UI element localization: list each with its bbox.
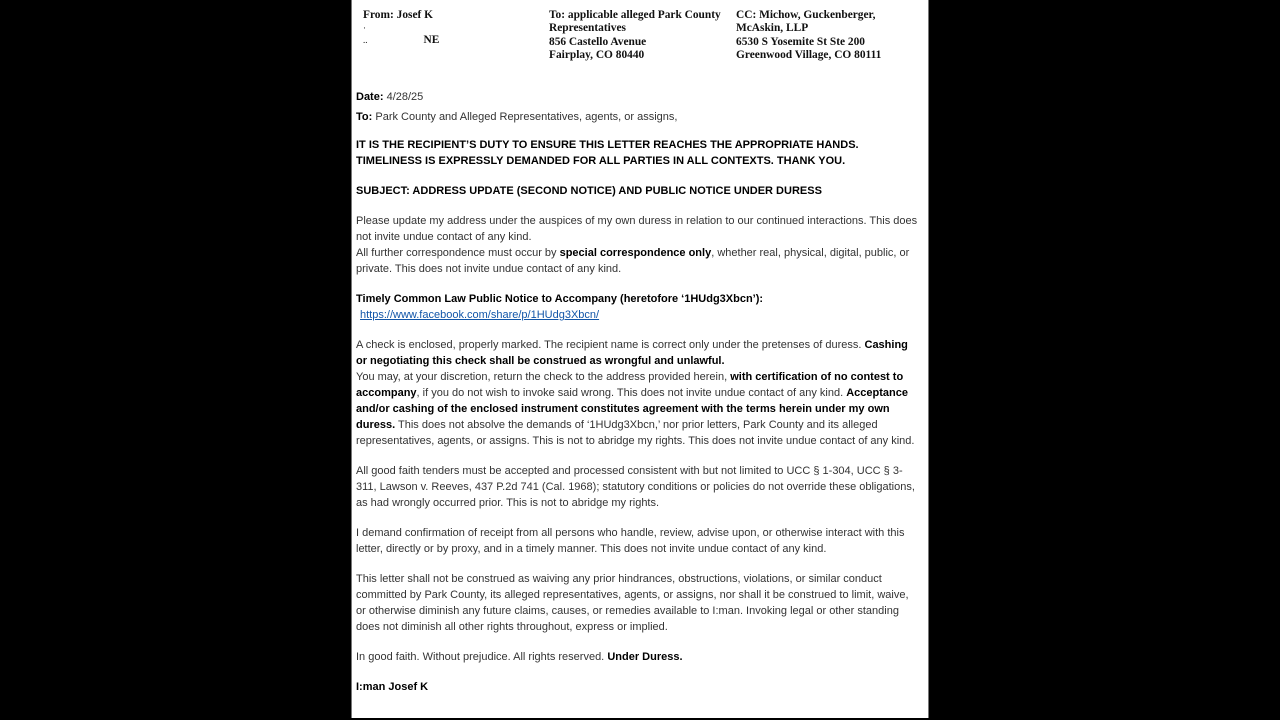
from-block <box>363 9 439 46</box>
closing-a: In good faith. Without prejudice. All rights reserved. <box>356 651 608 663</box>
from-line: From: Josef K <box>363 9 434 21</box>
p1-line2b: special correspondence only <box>559 247 712 259</box>
p3-a: A check is enclosed, properly marked. The recipient name is correct only under the pretenses of duress. <box>356 339 865 351</box>
subject-line: SUBJECT: ADDRESS UPDATE (SECOND NOTICE) AND PUBLIC NOTICE UNDER DURESS <box>356 185 822 197</box>
cc-line-4: Greenwood Village, CO 80111 <box>736 49 882 62</box>
paragraph-confirmation: I demand confirmation of receipt from all persons who handle, review, advise upon, or otherwise interact with this letter, directly or by proxy, and in a timely manner. This does not invite undue contact of any kind. <box>356 527 905 555</box>
notice-link[interactable]: https://www.facebook.com/share/p/1HUdg3Xbcn/ <box>360 309 600 321</box>
public-notice <box>356 291 918 323</box>
paragraph-address-update <box>356 213 918 277</box>
p3-c: You may, at your discretion, return the check to the address provided herein, <box>356 371 731 383</box>
notice-heading: Timely Common Law Public Notice to Accompany (heretofore ‘1HUdg3Xbcn’): <box>356 293 764 305</box>
to-line-1: To: applicable alleged Park County <box>549 9 721 21</box>
to-line-2: Representatives <box>549 22 626 35</box>
cc-line-1: CC: Michow, Guckenberger, <box>736 9 876 21</box>
p1-line1: Please update my address under the auspices of my own duress in relation to our continued interactions. This does not invite undue contact of any kind. <box>356 215 918 243</box>
paragraph-tenders: All good faith tenders must be accepted and processed consistent with but not limited to UCC § 1-304, UCC § 3-311, Lawson v. Reeves, 437 P.2d 741 (Cal. 1968); statutory conditions or policies do not override these obligations, as had wrongly occurred prior. This is not to abridge my rights. <box>356 465 915 509</box>
from-state: NE <box>423 34 440 47</box>
p3-d: with certification of no contest to accompany <box>356 371 904 399</box>
p3-b: Cashing or negotiating this check shall be construed as wrongful and unlawful. <box>356 339 908 367</box>
letter-page <box>351 0 929 718</box>
to-line-4: Fairplay, CO 80440 <box>549 49 645 62</box>
p3-e: , if you do not wish to invoke said wrong. This does not invite undue contact of any kind. <box>416 387 847 399</box>
from-redacted-line-2: .. NE <box>363 34 440 47</box>
to-line-3: 856 Castello Avenue <box>549 35 647 48</box>
to-block <box>549 9 721 63</box>
date-line <box>356 89 918 105</box>
cc-line-2: McAskin, LLP <box>736 22 809 35</box>
date-value: 4/28/25 <box>386 91 424 103</box>
closing-b: Under Duress. <box>607 651 683 663</box>
date-label: Date: <box>356 91 384 103</box>
paragraph-no-waiver: This letter shall not be construed as waiving any prior hindrances, obstructions, violations, or similar conduct committed by Park County, its alleged representatives, agents, or assigns, nor shall it be construed to limit, waive, or otherwise diminish any future claims, causes, or remedies available to I:man. Invoking legal or other standing does not diminish all other rights throughout, express or implied. <box>356 573 909 633</box>
closing-line <box>356 649 918 665</box>
p3-g: This does not absolve the demands of ‘1HUdg3Xbcn,’ nor prior letters, Park County and its alleged representatives, agents, or assigns. This is not to abridge my rights. This does not invite undue contact of any kind. <box>356 419 915 447</box>
addressee-value: Park County and Alleged Representatives, agents, or assigns, <box>375 111 678 123</box>
addressee-label: To: <box>356 111 373 123</box>
signature: I:man Josef K <box>356 681 429 693</box>
p1-line2a: All further correspondence must occur by <box>356 247 560 259</box>
cc-block <box>736 9 881 63</box>
cc-line-3: 6530 S Yosemite St Ste 200 <box>736 35 865 48</box>
p3-f: Acceptance and/or cashing of the enclosed instrument constitutes agreement with the terms herein under my own duress. <box>356 387 908 431</box>
duty-notice: IT IS THE RECIPIENT’S DUTY TO ENSURE THIS LETTER REACHES THE APPROPRIATE HANDS. TIMELINESS IS EXPRESSLY DEMANDED FOR ALL PARTIES IN ALL CONTEXTS. THANK YOU. <box>356 139 859 167</box>
paragraph-check <box>356 337 918 449</box>
from-redacted-line: · <box>363 23 366 34</box>
letter-body <box>356 89 918 709</box>
addressee-line <box>356 109 918 125</box>
p1-line2c: , whether real, physical, digital, public, or private. This does not invite undue contact of any kind. <box>356 247 910 275</box>
